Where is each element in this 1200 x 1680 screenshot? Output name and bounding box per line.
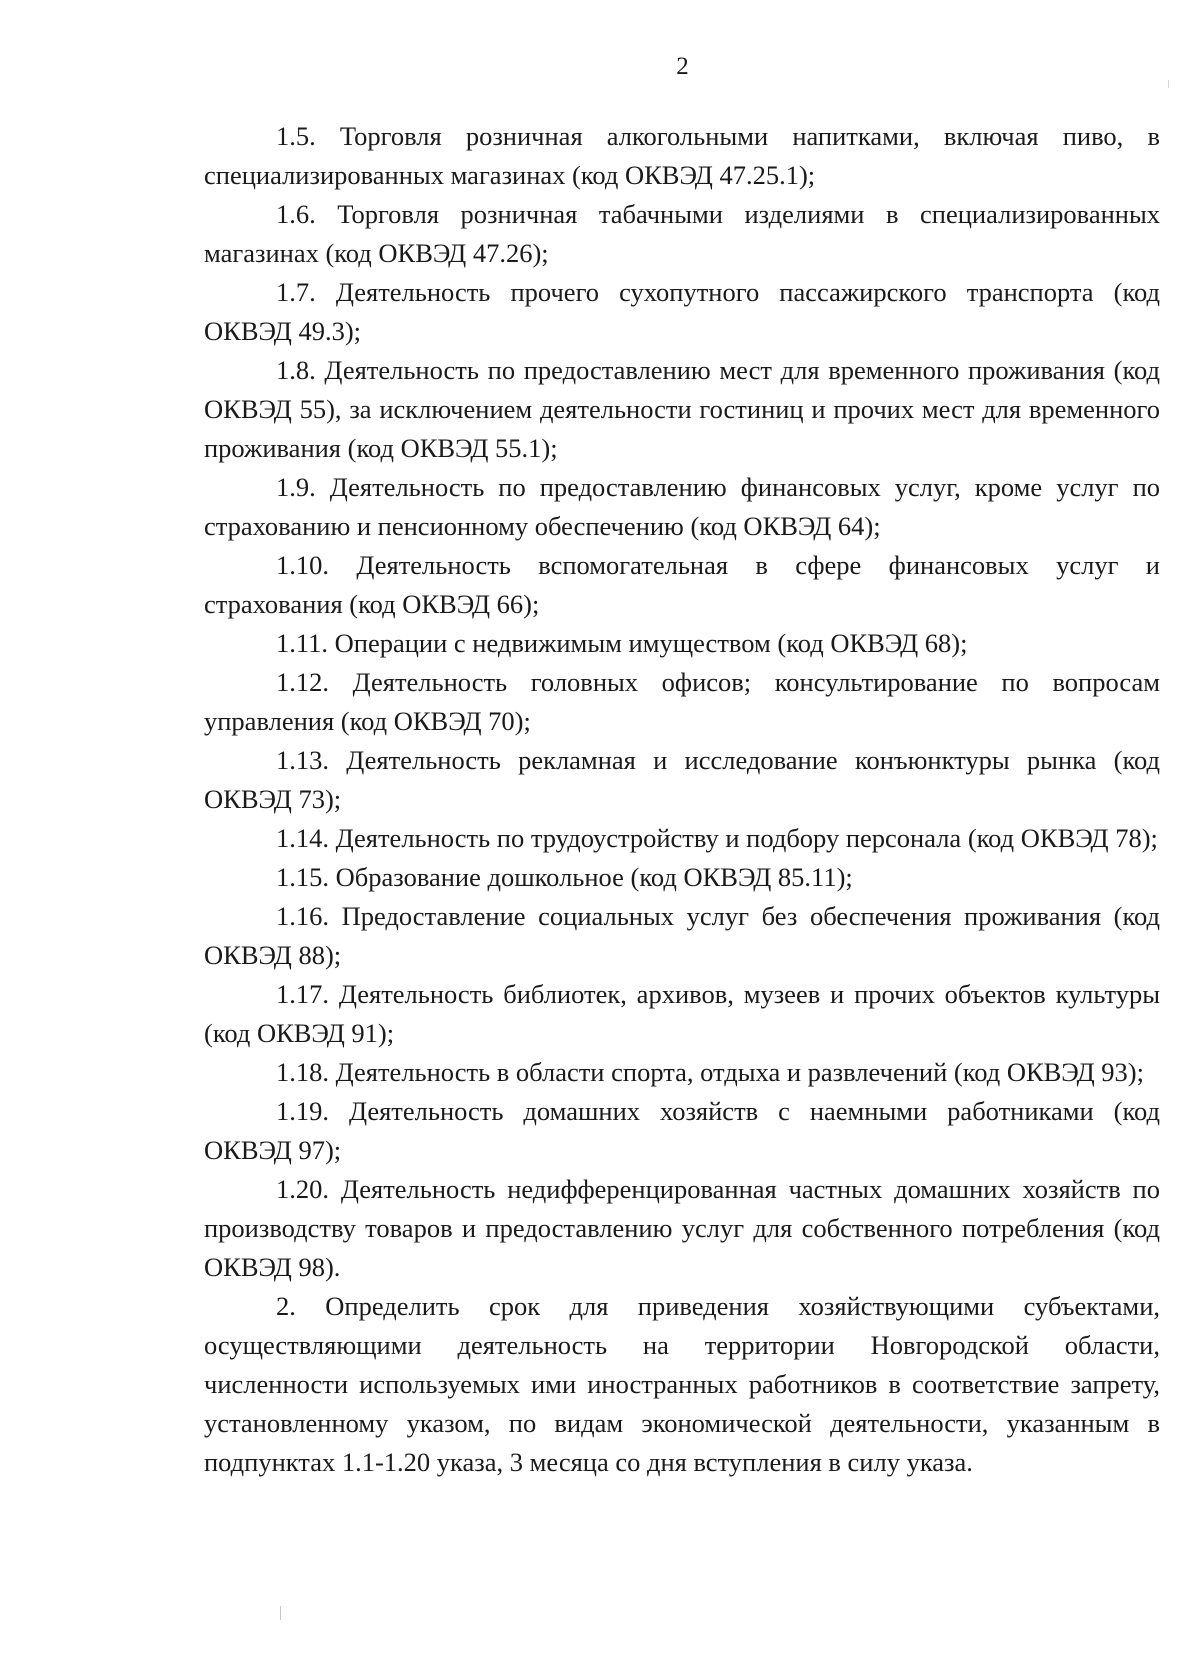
paragraph-1-9: 1.9. Деятельность по предоставлению финансовых услуг, кроме услуг по страхованию и пенсионному обеспечению (код ОКВЭД 64); [204, 472, 1160, 541]
page-number: 2 [676, 53, 689, 80]
paragraph-1-16: 1.16. Предоставление социальных услуг без обеспечения проживания (код ОКВЭД 88); [204, 901, 1160, 970]
paragraph-1-12: 1.12. Деятельность головных офисов; консультирование по вопросам управления (код ОКВЭД 70); [204, 667, 1160, 736]
paragraph-1-5: 1.5. Торговля розничная алкогольными напитками, включая пиво, в специализированных магазинах (код ОКВЭД 47.25.1); [204, 121, 1160, 190]
scan-artifact-mark [1168, 80, 1169, 88]
paragraph-1-18: 1.18. Деятельность в области спорта, отдыха и развлечений (код ОКВЭД 93); [276, 1057, 1144, 1087]
paragraph-1-8: 1.8. Деятельность по предоставлению мест для временного проживания (код ОКВЭД 55), за исключением деятельности гостиниц и прочих мест для временного проживания (код ОКВЭД 55.1); [204, 355, 1160, 463]
document-body [204, 117, 1160, 1482]
scan-artifact-mark [280, 1606, 281, 1620]
paragraph-1-6: 1.6. Торговля розничная табачными изделиями в специализированных магазинах (код ОКВЭД 47.26); [204, 199, 1160, 268]
paragraph-1-20: 1.20. Деятельность недифференцированная частных домашних хозяйств по производству товаров и предоставлению услуг для собственного потребления (код ОКВЭД 98). [204, 1174, 1160, 1282]
paragraph-2: 2. Определить срок для приведения хозяйствующими субъектами, осуществляющими деятельность на территории Новгородской области, численности используемых ими иностранных работников в соответствие запрету, установленному указом, по видам экономической деятельности, указанным в подпунктах 1.1-1.20 указа, 3 месяца со дня вступления в силу указа. [204, 1291, 1160, 1477]
paragraph-1-19: 1.19. Деятельность домашних хозяйств с наемными работниками (код ОКВЭД 97); [204, 1096, 1160, 1165]
paragraph-1-11: 1.11. Операции с недвижимым имуществом (код ОКВЭД 68); [276, 628, 968, 658]
paragraph-1-14: 1.14. Деятельность по трудоустройству и подбору персонала (код ОКВЭД 78); [276, 823, 1158, 853]
paragraph-1-10: 1.10. Деятельность вспомогательная в сфере финансовых услуг и страхования (код ОКВЭД 66); [204, 550, 1160, 619]
paragraph-1-7: 1.7. Деятельность прочего сухопутного пассажирского транспорта (код ОКВЭД 49.3); [204, 277, 1160, 346]
paragraph-1-17: 1.17. Деятельность библиотек, архивов, музеев и прочих объектов культуры (код ОКВЭД 91); [204, 979, 1160, 1048]
paragraph-1-13: 1.13. Деятельность рекламная и исследование конъюнктуры рынка (код ОКВЭД 73); [204, 745, 1160, 814]
paragraph-1-15: 1.15. Образование дошкольное (код ОКВЭД 85.11); [276, 862, 853, 892]
